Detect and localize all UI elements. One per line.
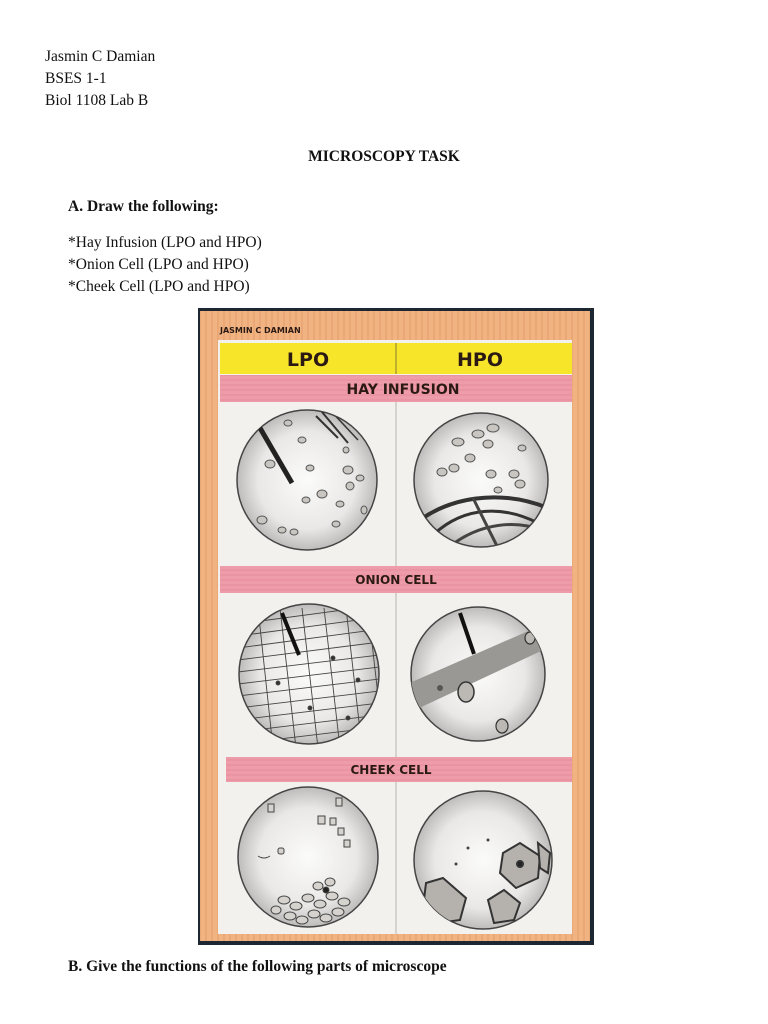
course-code: Biol 1108 Lab B xyxy=(45,92,149,109)
student-section: BSES 1-1 xyxy=(45,70,107,87)
row-hay-label: HAY INFUSION xyxy=(346,382,460,398)
hay-infusion-hpo-view xyxy=(414,413,548,548)
cheek-cell-lpo-view xyxy=(238,787,378,927)
col-lpo-label: LPO xyxy=(286,349,330,371)
page-title: MICROSCOPY TASK xyxy=(308,148,460,165)
col-hpo-label: HPO xyxy=(457,349,503,371)
student-header xyxy=(45,46,155,112)
section-b-heading: B. Give the functions of the following parts of microscope xyxy=(68,958,447,975)
drawing-sheet xyxy=(198,308,594,945)
row-onion-label: ONION CELL xyxy=(355,573,437,587)
list-item: *Cheek Cell (LPO and HPO) xyxy=(68,278,250,295)
section-a-list xyxy=(68,232,262,298)
hay-infusion-lpo-view xyxy=(237,410,377,550)
student-name: Jasmin C Damian xyxy=(45,48,156,65)
row-cheek-label: CHEEK CELL xyxy=(350,763,432,777)
microscopy-drawing-photo xyxy=(198,308,594,945)
section-a-heading: A. Draw the following: xyxy=(68,198,219,215)
cheek-cell-hpo-view xyxy=(414,791,552,929)
signature: JASMIN C DAMIAN xyxy=(220,326,301,335)
list-item: *Onion Cell (LPO and HPO) xyxy=(68,256,249,273)
list-item: *Hay Infusion (LPO and HPO) xyxy=(68,234,262,251)
